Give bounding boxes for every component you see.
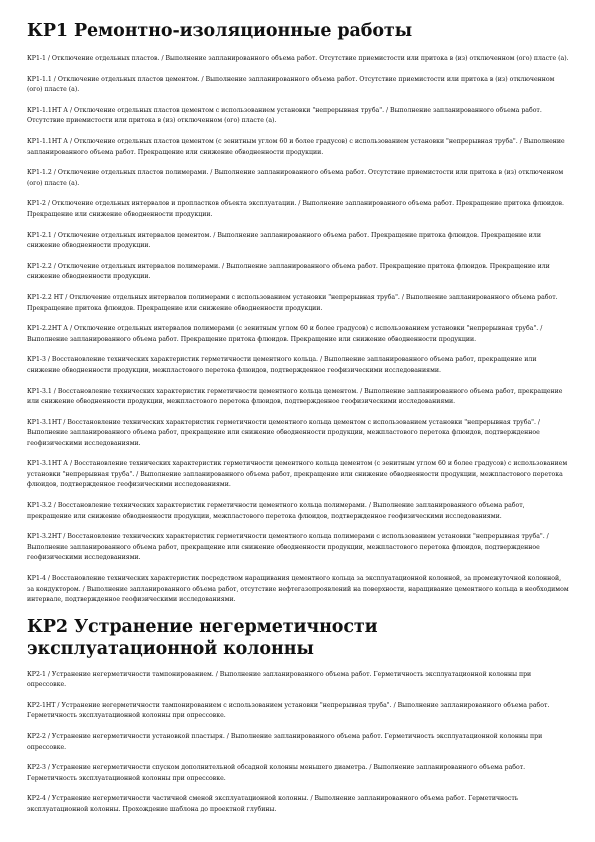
- entry-kr2-1nt: КР2-1НТ / Устранение негерметичности тампонированием с использованием установки "непрерывная труба". / Выполнение запланированного объема работ. Герметичность эксплуатационной колонны при опрессовке.: [27, 701, 550, 720]
- entry-kr1-1-1: КР1-1.1 / Отключение отдельных пластов цементом. / Выполнение запланированного объема работ. Отсутствие приемистости или притока в (из) отключенном (ого) пласте (а).: [27, 75, 555, 94]
- entry-kr2-4: КР2-4 / Устранение негерметичности частичной сменой эксплуатационной колонны. / Выполнение запланированного объема работ. Герметичность эксплуатационной колонны. Прохождение шаблона до проектной глубины.: [27, 795, 519, 813]
- entry-kr1-3-2: КР1-3.2 / Восстановление технических характеристик герметичности цементного кольца полимерами. / Выполнение запланированного объема работ, прекращение или снижение обводненности продукции, межпластового перетока флюидов, подтвержденное геофизическими исследованиями.: [27, 502, 525, 520]
- entry-kr1-3-2nt: КР1-3.2НТ / Восстановление технических характеристик герметичности цементного кольца полимерами с использованием установки "непрерывная труба". / Выполнение запланированного объема работ, прекращение или снижение обводненности продукции, межпластового перетока флюидов, подтвержденное геофизическими исследованиями.: [27, 533, 549, 562]
- entry-kr1-2-1: КР1-2.1 / Отключение отдельных интервалов цементом. / Выполнение запланированного объема работ. Прекращение притока флюидов. Прекращение или снижение обводненности продукции.: [27, 231, 541, 250]
- section-kr1-entries: [27, 54, 569, 606]
- entry-kr2-2: КР2-2 / Устранение негерметичности установкой пластыря. / Выполнение запланированного объема работ. Герметичность эксплуатационной колонны при опрессовке.: [27, 733, 543, 751]
- section-title-kr1: КР1 Ремонтно-изоляционные работы: [27, 21, 413, 41]
- entry-kr1-3-1: КР1-3.1 / Восстановление технических характеристик герметичности цементного кольца цементом. / Выполнение запланированного объема работ, прекращение или снижение обводненности продукции, межпластового перетока флюидов, подтвержденное геофизическими исследованиями.: [27, 387, 563, 406]
- entry-kr1-2-2nt: КР1-2.2 НТ / Отключение отдельных интервалов полимерами с использованием установки "непрерывная труба". / Выполнение запланированного объема работ. Прекращение притока флюидов. Прекращение или снижение обводненности продукции.: [27, 294, 558, 312]
- entry-kr1-1-1nt-a: КР1-1.1НТ А / Отключение отдельных пластов цементом с использованием установки "непрерывная труба". / Выполнение запланированного объема работ. Отсутствие приемистости или притока в (из) отключенном (ого) пласте (а).: [27, 106, 542, 125]
- section-title-kr2: КР2 Устранение негерметичности эксплуатационной колонны: [27, 616, 378, 659]
- entry-kr1-3-1nt-a: КР1-3.1НТ А / Восстановление технических характеристик герметичности цементного кольца цементом (с зенитным углом 60 и более градусов) с использованием установки "непрерывная труба". / Выполнение запланированного объема работ, прекращение или снижение обводненности продукции, межпластового перетока флюидов, подтвержденное геофизическими исследованиями.: [27, 460, 568, 489]
- entry-kr1-4: КР1-4 / Восстановление технических характеристик посредством наращивания цементного кольца за эксплуатационной колонной, за промежуточной колонной, за кондуктором. / Выполнение запланированного объема работ, отсутствие нефтегазопроявлений на поверхности, наращивание цементного кольца в необходимом интервале, подтвержденное геофизическими исследованиями.: [27, 575, 569, 603]
- section-kr2-entries: [27, 670, 569, 816]
- entry-kr1-1-2: КР1-1.2 / Отключение отдельных пластов полимерами. / Выполнение запланированного объема работ. Отсутствие приемистости или притока в (из) отключенном (ого) пласте (а).: [27, 169, 564, 187]
- entry-kr1-2-2: КР1-2.2 / Отключение отдельных интервалов полимерами. / Выполнение запланированного объема работ. Прекращение притока флюидов. Прекращение или снижение обводненности продукции.: [27, 262, 550, 281]
- entry-kr2-1: КР2-1 / Устранение негерметичности тампонированием. / Выполнение запланированного объема работ. Герметичность эксплуатационной колонны при опрессовке.: [27, 670, 532, 689]
- entry-kr1-1: КР1-1 / Отключение отдельных пластов. / Выполнение запланированного объема работ. Отсутствие приемистости или притока в (из) отключенном (ого) пласте (а).: [27, 55, 569, 62]
- entry-kr1-2: КР1-2 / Отключение отдельных интервалов и пропластков объекта эксплуатации. / Выполнение запланированного объема работ. Прекращение притока флюидов. Прекращение или снижение обводненности продукции.: [27, 200, 565, 218]
- entry-kr1-2-2nt-a: КР1-2.2НТ А / Отключение отдельных интервалов полимерами (с зенитным углом 60 и более градусов) с использованием установки "непрерывная труба". / Выполнение запланированного объема работ. Прекращение притока флюидов. Прекращение или снижение обводненности продукции.: [27, 325, 543, 343]
- entry-kr1-1-1nt-a-60deg: КР1-1.1НТ А / Отключение отдельных пластов цементом (с зенитным углом 60 и более градусов) с использованием установки "непрерывная труба". / Выполнение запланированного объема работ. Прекращение или снижение обводненности продукции.: [27, 138, 565, 156]
- entry-kr2-3: КР2-3 / Устранение негерметичности спуском дополнительной обсадной колонны меньшего диаметра. / Выполнение запланированного объема работ. Герметичность эксплуатационной колонны при опрессовке.: [27, 764, 526, 782]
- entry-kr1-3: КР1-3 / Восстановление технических характеристик герметичности цементного кольца. / Выполнение запланированного объема работ, прекращение или снижение обводненности продукции, межпластового перетока флюидов, подтвержденное геофизическими исследованиями.: [27, 356, 537, 374]
- entry-kr1-3-1nt: КР1-3.1НТ / Восстановление технических характеристик герметичности цементного кольца цементом с использованием установки "непрерывная труба". / Выполнение запланированного объема работ, прекращение или снижение обводненности продукции, межпластового перетока флюидов, подтвержденное геофизическими исследованиями.: [27, 418, 540, 447]
